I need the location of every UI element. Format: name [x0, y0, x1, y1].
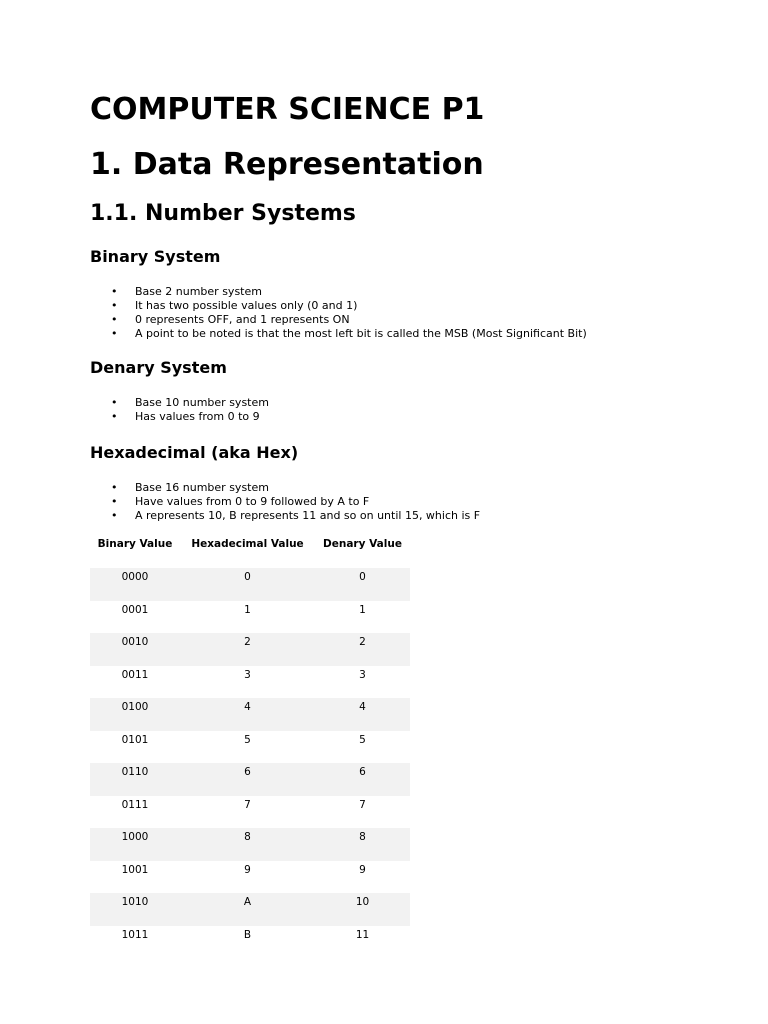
list-item-text: A point to be noted is that the most left bit is called the MSB (Most Significant Bit) [135, 327, 587, 340]
denary-cell: 5 [359, 733, 366, 746]
binary-bullet-list [90, 285, 587, 341]
table-row [90, 601, 410, 634]
hex-cell: B [243, 928, 252, 941]
bullet-icon: • [111, 481, 118, 494]
hex-cell: 5 [244, 733, 251, 746]
denary-cell: 8 [315, 828, 410, 861]
denary-cell: 9 [359, 863, 366, 876]
table-header-row [90, 538, 410, 568]
table-row [90, 796, 410, 829]
table-row [90, 763, 410, 796]
list-item [90, 495, 480, 509]
section-heading: 1.1. Number Systems [90, 201, 356, 226]
hex-cell: 8 [180, 828, 315, 861]
list-item [90, 509, 480, 523]
table-row [90, 828, 410, 861]
table-row [90, 926, 410, 959]
table-row [90, 893, 410, 926]
bullet-icon: • [111, 299, 118, 312]
list-item-text: Base 2 number system [135, 285, 262, 298]
binary-cell: 1010 [90, 893, 180, 926]
list-item [90, 396, 269, 410]
hex-cell: 7 [244, 798, 251, 811]
list-item-text: Base 16 number system [135, 481, 269, 494]
bullet-icon: • [111, 509, 118, 522]
hex-cell: 2 [180, 633, 315, 666]
bullet-icon: • [111, 495, 118, 508]
denary-cell: 10 [315, 893, 410, 926]
binary-cell: 1001 [121, 863, 149, 876]
list-item-text: Have values from 0 to 9 followed by A to F [135, 495, 370, 508]
denary-cell: 11 [355, 928, 370, 941]
list-item-text: Has values from 0 to 9 [135, 410, 260, 423]
hex-heading: Hexadecimal (aka Hex) [90, 443, 299, 462]
denary-heading: Denary System [90, 358, 227, 377]
denary-cell: 4 [315, 698, 410, 731]
binary-cell: 0111 [121, 798, 149, 811]
hex-cell: 4 [180, 698, 315, 731]
list-item [90, 299, 587, 313]
list-item-text: 0 represents OFF, and 1 represents ON [135, 313, 350, 326]
hex-bullet-list [90, 481, 480, 523]
list-item-text: It has two possible values only (0 and 1) [135, 299, 358, 312]
list-item [90, 410, 269, 424]
binary-cell: 0000 [90, 568, 180, 601]
denary-cell: 6 [315, 763, 410, 796]
denary-bullet-list [90, 396, 269, 424]
binary-cell: 1011 [121, 928, 149, 941]
bullet-icon: • [111, 313, 118, 326]
list-item [90, 327, 587, 341]
binary-cell: 0110 [90, 763, 180, 796]
denary-cell: 2 [315, 633, 410, 666]
denary-cell: 0 [315, 568, 410, 601]
table-row [90, 698, 410, 731]
table-row [90, 861, 410, 894]
binary-cell: 0001 [121, 603, 149, 616]
column-header-binary: Binary Value [97, 538, 173, 550]
chapter-heading: 1. Data Representation [90, 147, 484, 182]
denary-cell: 3 [359, 668, 366, 681]
binary-cell: 1000 [90, 828, 180, 861]
hex-cell: A [180, 893, 315, 926]
binary-cell: 0101 [121, 733, 149, 746]
list-item [90, 285, 587, 299]
hex-cell: 6 [180, 763, 315, 796]
bullet-icon: • [111, 396, 118, 409]
bullet-icon: • [111, 327, 118, 340]
binary-heading: Binary System [90, 247, 221, 266]
list-item-text: Base 10 number system [135, 396, 269, 409]
binary-cell: 0010 [90, 633, 180, 666]
binary-cell: 0011 [121, 668, 149, 681]
table-row [90, 633, 410, 666]
table-row [90, 568, 410, 601]
list-item-text: A represents 10, B represents 11 and so on until 15, which is F [135, 509, 481, 522]
hex-cell: 0 [180, 568, 315, 601]
list-item [90, 481, 480, 495]
list-item [90, 313, 587, 327]
document-title: COMPUTER SCIENCE P1 [90, 92, 485, 127]
bullet-icon: • [111, 285, 118, 298]
bullet-icon: • [111, 410, 118, 423]
table-row [90, 731, 410, 764]
number-conversion-table [90, 538, 410, 958]
column-header-denary: Denary Value [323, 538, 402, 550]
column-header-hex: Hexadecimal Value [191, 538, 304, 550]
binary-cell: 0100 [90, 698, 180, 731]
denary-cell: 1 [359, 603, 366, 616]
hex-cell: 1 [244, 603, 251, 616]
hex-cell: 9 [244, 863, 251, 876]
table-row [90, 666, 410, 699]
hex-cell: 3 [244, 668, 251, 681]
denary-cell: 7 [359, 798, 366, 811]
